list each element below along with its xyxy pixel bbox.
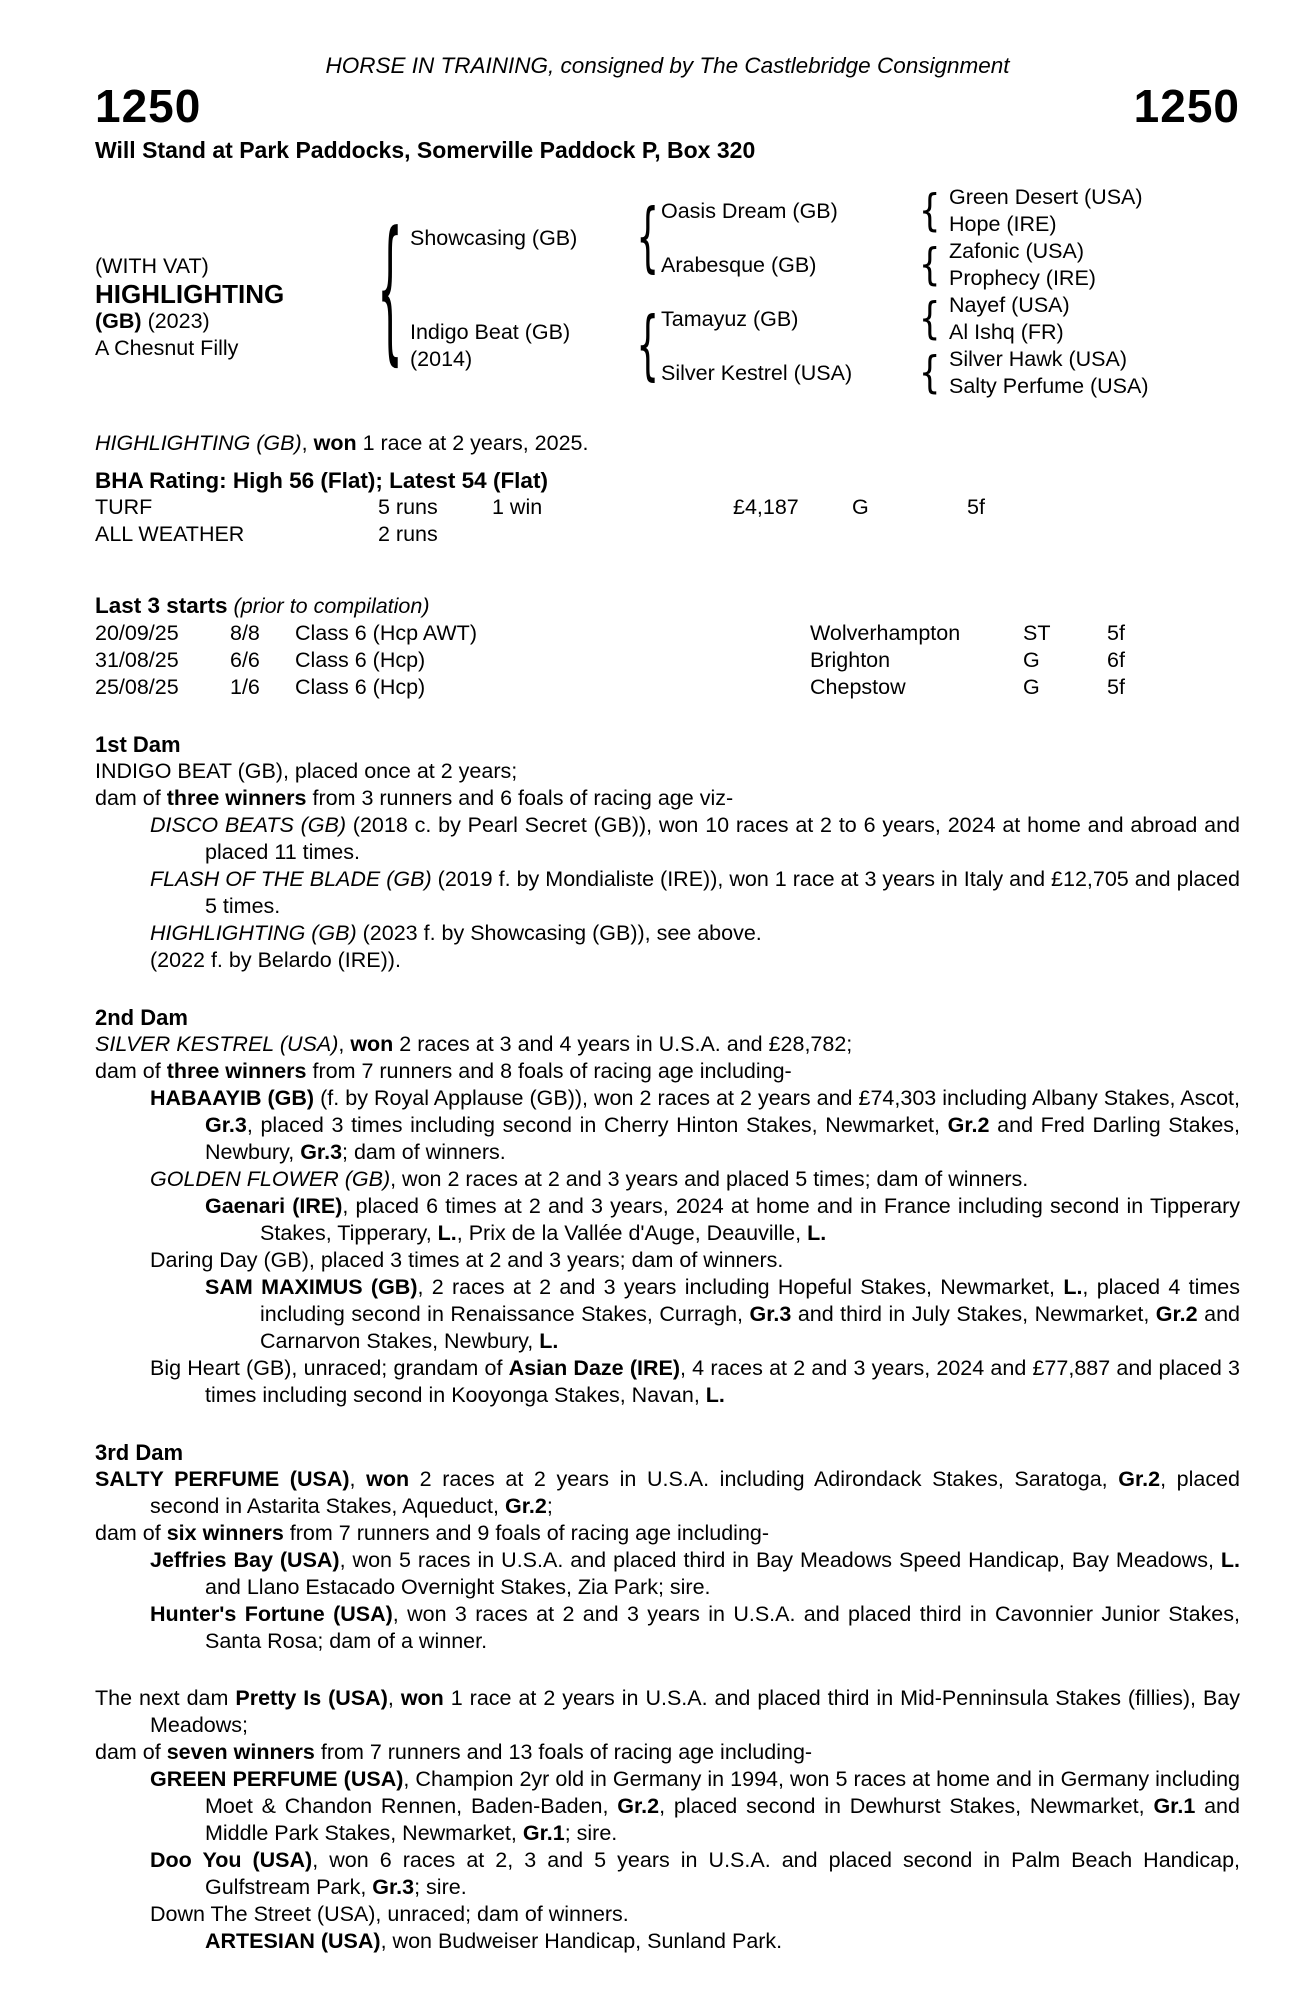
pedigree-text-paragraph — [150, 1901, 1240, 1928]
great-grandparent-5: Nayef (USA) — [949, 293, 1070, 317]
text-segment: and Llano Estacado Overnight Stakes, Zia Park; sire. — [205, 1575, 711, 1599]
pedigree-brace-main: { — [377, 202, 403, 382]
start-date: 31/08/25 — [95, 648, 179, 672]
text-segment: from 7 runners and 9 foals of racing age including- — [283, 1521, 770, 1545]
pedigree-text-paragraph — [150, 1355, 1240, 1409]
race-summary-table — [95, 494, 1240, 548]
text-segment: , won 3 races at 2 and 3 years in U.S.A. and placed third in Cavonnier Junior Stakes, Santa Rosa; dam of a winner. — [205, 1602, 1240, 1653]
going-value — [852, 521, 967, 548]
pedigree-text-paragraph — [95, 785, 1240, 812]
subject-description: A Chesnut Filly — [95, 335, 239, 360]
last-starts-table — [95, 620, 1240, 701]
wins-value: 1 win — [492, 495, 543, 519]
text-segment: GOLDEN FLOWER (GB) — [150, 1167, 391, 1191]
text-segment: won — [400, 1686, 444, 1710]
text-segment: , won 6 races at 2, 3 and 5 years in U.S.A. and placed second in Palm Beach Handicap, Gulfstream Park, — [205, 1848, 1240, 1899]
text-segment: (2019 f. by Mondialiste (IRE)), won 1 race at 3 years in Italy and £12,705 and placed 5 times. — [205, 867, 1240, 918]
last-start-row — [95, 620, 1240, 647]
text-segment: Daring Day (GB), placed 3 times at 2 and 3 years; dam of winners. — [150, 1248, 784, 1272]
text-segment: Gr.1 — [1153, 1794, 1196, 1818]
earnings-value — [733, 521, 852, 548]
text-segment: , placed second in Dewhurst Stakes, Newmarket, — [659, 1794, 1154, 1818]
pedigree-text-paragraph — [205, 1928, 1240, 1955]
race-summary-row — [95, 521, 1240, 548]
intro-horse-name: HIGHLIGHTING (GB) — [95, 431, 302, 455]
dam-sections — [95, 731, 1240, 1955]
text-segment: L. — [807, 1221, 827, 1245]
section-heading: 3rd Dam — [95, 1440, 184, 1465]
text-segment: DISCO BEATS (GB) — [150, 813, 346, 837]
text-segment: Gr.3 — [205, 1113, 247, 1137]
start-date: 25/08/25 — [95, 675, 179, 699]
great-grandparent-2: Hope (IRE) — [949, 212, 1057, 236]
pedigree-text-paragraph — [150, 1847, 1240, 1901]
runs-value: 2 runs — [378, 522, 438, 546]
text-segment: , placed 3 times including second in Cherry Hinton Stakes, Newmarket, — [246, 1113, 948, 1137]
bha-rating: BHA Rating: High 56 (Flat); Latest 54 (Flat) — [95, 468, 548, 493]
text-segment: seven winners — [166, 1740, 315, 1764]
dam-name-block — [410, 292, 635, 400]
text-segment: L. — [705, 1383, 725, 1407]
pedigree-brace-dam: { — [636, 302, 660, 390]
start-course: Chepstow — [810, 675, 906, 699]
start-distance: 5f — [1107, 621, 1125, 645]
text-segment: , won 5 races in U.S.A. and placed third in Bay Meadows Speed Handicap, Bay Meadows, — [339, 1548, 1221, 1572]
text-segment: , placed 4 times including second in Renaissance Stakes, Curragh, — [260, 1275, 1240, 1326]
text-segment: 2 races at 3 and 4 years in U.S.A. and £28,782; — [393, 1032, 853, 1056]
start-position: 8/8 — [230, 621, 260, 645]
text-segment: and Carnarvon Stakes, Newbury, — [260, 1302, 1240, 1353]
text-segment: dam of — [95, 1521, 167, 1545]
earnings-value: £4,187 — [733, 495, 799, 519]
section-heading: 2nd Dam — [95, 1005, 188, 1030]
great-grandparent-6: Al Ishq (FR) — [949, 320, 1064, 344]
start-distance: 5f — [1107, 675, 1125, 699]
start-distance: 6f — [1107, 648, 1125, 672]
subject-block — [95, 184, 370, 400]
text-segment: Gr.2 — [1155, 1302, 1198, 1326]
pedigree-text-paragraph — [150, 947, 1240, 974]
text-segment: Gr.1 — [522, 1821, 565, 1845]
text-segment: Gr.3 — [749, 1302, 792, 1326]
text-segment: and Fred Darling Stakes, Newbury, — [205, 1113, 1240, 1164]
text-segment: HABAAYIB (GB) — [150, 1086, 315, 1110]
great-grandparent-4: Prophecy (IRE) — [949, 266, 1096, 290]
dam-section — [95, 1685, 1240, 1955]
going-value: G — [852, 495, 869, 519]
text-segment: SALTY PERFUME (USA) — [95, 1467, 350, 1491]
text-segment: , won Budweiser Handicap, Sunland Park. — [380, 1929, 783, 1953]
intro-separator: , — [301, 431, 314, 455]
text-segment: SAM MAXIMUS (GB) — [205, 1275, 418, 1299]
pedigree-text-paragraph — [205, 1193, 1240, 1247]
text-segment: from 7 runners and 13 foals of racing age including- — [314, 1740, 813, 1764]
sire-name: Showcasing (GB) — [410, 225, 578, 250]
great-grandparent-3: Zafonic (USA) — [949, 239, 1085, 263]
text-segment: (f. by Royal Applause (GB)), won 2 races at 2 years and £74,303 including Albany Stakes, Ascot, — [314, 1086, 1241, 1110]
text-segment: and Middle Park Stakes, Newmarket, — [205, 1794, 1240, 1845]
race-summary-row — [95, 494, 1240, 521]
pedigree-text-paragraph — [95, 758, 1240, 785]
text-segment: won — [350, 1032, 394, 1056]
text-segment: L. — [539, 1329, 559, 1353]
pedigree-text-paragraph — [150, 866, 1240, 920]
dam-year: (2014) — [410, 347, 473, 371]
pedigree-text-paragraph — [150, 1601, 1240, 1655]
text-segment: Gr.2 — [1118, 1467, 1161, 1491]
text-segment: Gr.3 — [372, 1875, 415, 1899]
text-segment: , — [338, 1032, 351, 1056]
last-start-row — [95, 647, 1240, 674]
text-segment: ; — [546, 1494, 553, 1518]
text-segment: ARTESIAN (USA) — [205, 1929, 381, 1953]
intro-won: won — [313, 431, 357, 455]
text-segment: six winners — [166, 1521, 284, 1545]
subject-name: HIGHLIGHTING — [95, 278, 285, 309]
last-starts-title: Last 3 starts — [95, 593, 228, 618]
text-segment: , Prix de la Vallée d'Auge, Deauville, — [456, 1221, 808, 1245]
text-segment: INDIGO BEAT (GB), placed once at 2 years; — [95, 759, 518, 783]
last-start-row — [95, 674, 1240, 701]
start-race: Class 6 (Hcp) — [295, 675, 426, 699]
text-segment: The next dam — [95, 1686, 236, 1710]
grandsire-1: Oasis Dream (GB) — [661, 198, 838, 223]
great-grandparent-7: Silver Hawk (USA) — [949, 347, 1127, 371]
surface-label: ALL WEATHER — [95, 522, 245, 546]
pedigree-text-paragraph — [95, 1739, 1240, 1766]
lot-number-row — [95, 80, 1240, 132]
text-segment: (2023 f. by Showcasing (GB)), see above. — [356, 921, 762, 945]
text-segment: , — [387, 1686, 401, 1710]
grandsire-2: Tamayuz (GB) — [661, 306, 799, 331]
text-segment: , placed second in Astarita Stakes, Aqueduct, — [150, 1467, 1240, 1518]
text-segment: , 2 races at 2 and 3 years including Hopeful Stakes, Newmarket, — [417, 1275, 1064, 1299]
text-segment: 2 races at 2 years in U.S.A. including Adirondack Stakes, Saratoga, — [409, 1467, 1119, 1491]
start-race: Class 6 (Hcp) — [295, 648, 426, 672]
text-segment: SILVER KESTREL (USA) — [95, 1032, 339, 1056]
granddam-2: Silver Kestrel (USA) — [661, 360, 853, 385]
intro-rest: 1 race at 2 years, 2025. — [356, 431, 589, 455]
pedigree-brace-sire: { — [636, 194, 660, 282]
pedigree-text-paragraph — [95, 1466, 1240, 1520]
stand-location: Will Stand at Park Paddocks, Somerville Paddock P, Box 320 — [95, 137, 756, 163]
text-segment: GREEN PERFUME (USA) — [150, 1767, 404, 1791]
text-segment: and third in July Stakes, Newmarket, — [791, 1302, 1156, 1326]
text-segment: three winners — [166, 786, 307, 810]
last-starts-subtitle: (prior to compilation) — [233, 594, 430, 618]
subject-country-year — [95, 308, 370, 335]
text-segment: dam of — [95, 1740, 167, 1764]
text-segment: dam of — [95, 786, 167, 810]
text-segment: 1 race at 2 years in U.S.A. and placed third in Mid-Penninsula Stakes (fillies), Bay Meadows; — [150, 1686, 1241, 1737]
dam-section — [95, 731, 1240, 974]
dam-name: Indigo Beat (GB) — [410, 320, 571, 344]
text-segment: L. — [437, 1221, 457, 1245]
text-segment: , won 2 races at 2 and 3 years and placed 5 times; dam of winners. — [390, 1167, 1029, 1191]
text-segment: Asian Daze (IRE) — [508, 1356, 680, 1380]
pedigree-text-paragraph — [150, 1547, 1240, 1601]
pedigree-text-paragraph — [95, 1031, 1240, 1058]
pedigree-brace-g3-1: { — [918, 186, 941, 236]
great-grandparent-8: Salty Perfume (USA) — [949, 374, 1149, 398]
start-going: G — [1023, 648, 1040, 672]
pedigree-text-paragraph — [95, 1520, 1240, 1547]
start-course: Brighton — [810, 648, 891, 672]
pedigree-table — [95, 184, 1240, 400]
pedigree-text-paragraph — [95, 1685, 1240, 1739]
text-segment: Jeffries Bay (USA) — [150, 1548, 340, 1572]
text-segment: won — [366, 1467, 410, 1491]
subject-country: (GB) — [95, 308, 142, 333]
start-position: 1/6 — [230, 675, 260, 699]
text-segment: Down The Street (USA), unraced; dam of winners. — [150, 1902, 629, 1926]
runs-value: 5 runs — [378, 495, 438, 519]
pedigree-text-paragraph — [150, 1766, 1240, 1847]
section-heading: 1st Dam — [95, 732, 181, 757]
text-segment: three winners — [166, 1059, 307, 1083]
surface-label: TURF — [95, 495, 153, 519]
start-date: 20/09/25 — [95, 621, 179, 645]
text-segment: Gr.3 — [300, 1140, 343, 1164]
text-segment: Doo You (USA) — [150, 1848, 313, 1872]
race-record-intro — [95, 430, 1240, 457]
pedigree-text-paragraph — [150, 812, 1240, 866]
pedigree-brace-g3-4: { — [918, 348, 941, 398]
start-course: Wolverhampton — [810, 621, 961, 645]
text-segment: Gr.2 — [617, 1794, 660, 1818]
text-segment: Pretty Is (USA) — [235, 1686, 388, 1710]
last-starts-heading — [95, 592, 1240, 620]
pedigree-text-paragraph — [150, 1166, 1240, 1193]
text-segment: ; sire. — [564, 1821, 618, 1845]
start-going: ST — [1023, 621, 1051, 645]
distance-value: 5f — [967, 495, 985, 519]
text-segment: , Champion 2yr old in Germany in 1994, won 5 races at home and in Germany including Moet & Chandon Rennen, Baden-Baden, — [205, 1767, 1240, 1818]
text-segment: , — [349, 1467, 367, 1491]
dam-section — [95, 1439, 1240, 1655]
pedigree-text-paragraph — [205, 1274, 1240, 1355]
granddam-1: Arabesque (GB) — [661, 252, 817, 277]
text-segment: Gaenari (IRE) — [205, 1194, 343, 1218]
pedigree-brace-g3-3: { — [918, 294, 941, 344]
text-segment: Gr.2 — [947, 1113, 990, 1137]
start-race: Class 6 (Hcp AWT) — [295, 621, 477, 645]
great-grandparent-1: Green Desert (USA) — [949, 185, 1143, 209]
distance-value — [967, 521, 1240, 548]
text-segment: Hunter's Fortune (USA) — [150, 1602, 393, 1626]
text-segment: dam of — [95, 1059, 167, 1083]
text-segment: Big Heart (GB), unraced; grandam of — [150, 1356, 509, 1380]
text-segment: L. — [1220, 1548, 1241, 1572]
text-segment: FLASH OF THE BLADE (GB) — [150, 867, 432, 891]
text-segment: Gr.2 — [504, 1494, 547, 1518]
wins-value — [492, 521, 733, 548]
pedigree-text-paragraph — [150, 920, 1240, 947]
text-segment: ; dam of winners. — [342, 1140, 506, 1164]
text-segment: from 3 runners and 6 foals of racing age viz- — [306, 786, 734, 810]
pedigree-text-paragraph — [95, 1058, 1240, 1085]
pedigree-text-paragraph — [150, 1247, 1240, 1274]
pedigree-brace-g3-2: { — [918, 240, 941, 290]
text-segment: , 4 races at 2 and 3 years, 2024 and £77,887 and placed 3 times including second in Kooyonga Stakes, Navan, — [205, 1356, 1240, 1407]
text-segment: ; sire. — [414, 1875, 467, 1899]
lot-number-left: 1250 — [95, 80, 202, 132]
text-segment: (2022 f. by Belardo (IRE)). — [150, 948, 401, 972]
text-segment: , placed 6 times at 2 and 3 years, 2024 at home and in France including second in Tipperary Stakes, Tipperary, — [260, 1194, 1240, 1245]
lot-number-right: 1250 — [1133, 80, 1240, 132]
text-segment: HIGHLIGHTING (GB) — [150, 921, 357, 945]
vat-note: (WITH VAT) — [95, 253, 209, 278]
text-segment: (2018 c. by Pearl Secret (GB)), won 10 races at 2 to 6 years, 2024 at home and abroad and placed 11 times. — [205, 813, 1240, 864]
dam-section — [95, 1004, 1240, 1409]
text-segment: L. — [1063, 1275, 1083, 1299]
pedigree-text-paragraph — [150, 1085, 1240, 1166]
start-position: 6/6 — [230, 648, 260, 672]
subject-year: (2023) — [147, 308, 210, 333]
text-segment: from 7 runners and 8 foals of racing age including- — [306, 1059, 792, 1083]
consignment-header: HORSE IN TRAINING, consigned by The Castlebridge Consignment — [325, 53, 1010, 78]
start-going: G — [1023, 675, 1040, 699]
